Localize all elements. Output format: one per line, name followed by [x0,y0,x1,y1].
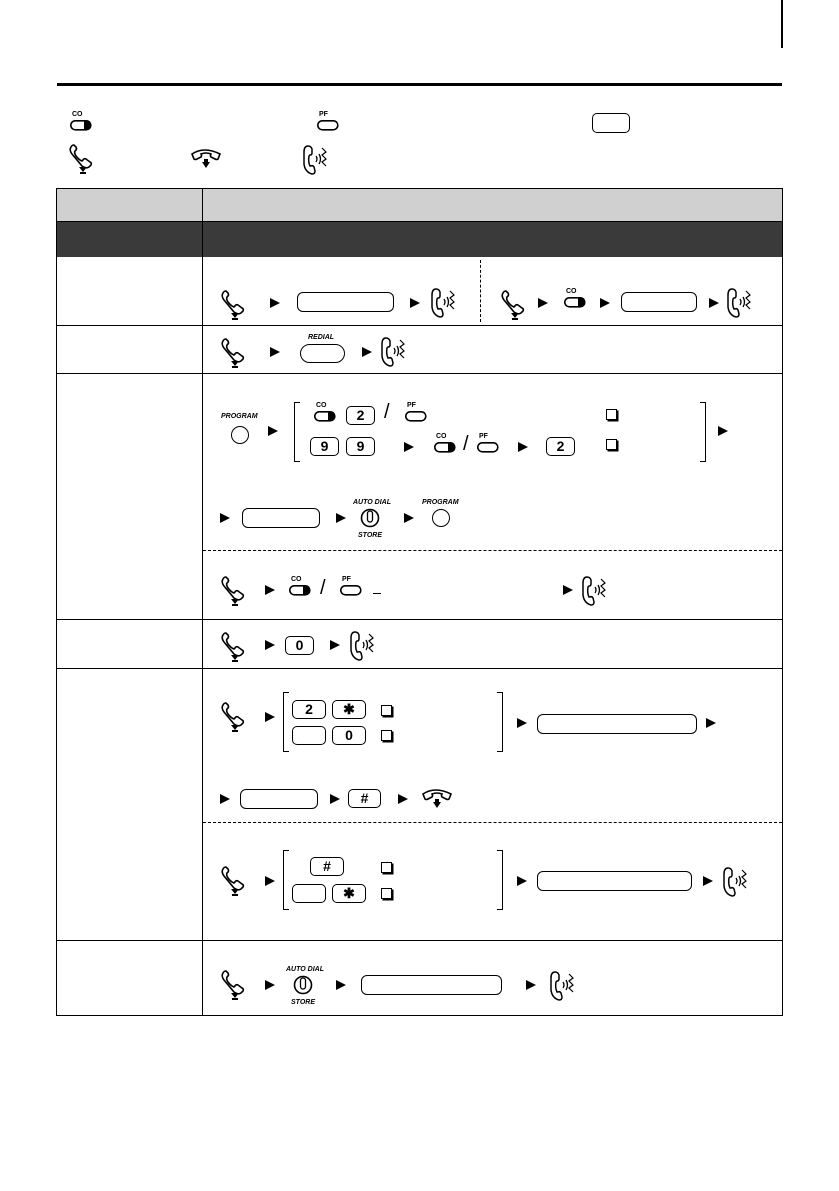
key-2: 2 [292,700,326,719]
key-blank [292,726,326,745]
co-label: CO [436,433,447,440]
checkbox-icon [606,409,617,420]
arrow-right-icon [330,640,341,651]
auto-dial-label: AUTO DIAL [286,966,324,973]
row-separator [57,619,782,620]
arrow-right-icon [706,718,717,729]
arrow-right-icon [718,426,729,437]
checkbox-icon [381,730,392,741]
arrow-right-icon [526,980,537,991]
arrow-right-icon [265,712,276,723]
dash-mark [373,593,381,594]
number-entry-box [361,975,502,995]
arrow-right-icon [538,298,549,309]
bracket-right [700,402,706,462]
co-label: CO [316,402,327,409]
key-0: 0 [285,636,314,655]
pf-button-icon [317,120,340,132]
arrow-right-icon [336,513,347,524]
key-star: ✱ [332,700,366,719]
table-section-row [57,222,782,257]
column-divider [202,189,203,1015]
key-blank [292,884,326,903]
talk-icon [349,630,377,662]
key-star: ✱ [332,884,366,903]
arrow-right-icon [398,794,409,805]
co-label: CO [291,576,302,583]
bracket-left [294,402,300,462]
pf-button-icon [340,585,363,597]
co-button-icon [289,585,312,597]
handset-offhook-icon [220,290,248,322]
arrow-right-icon [362,347,373,358]
legend-pf-label: PF [319,111,328,118]
arrow-right-icon [220,513,231,524]
bracket-right [497,850,503,910]
key-hash: # [348,789,381,808]
row-separator [57,325,782,326]
program-button [432,509,450,527]
program-label: PROGRAM [221,413,258,420]
key-9: 9 [346,437,375,456]
arrow-right-icon [265,876,276,887]
pf-button-icon [477,442,500,454]
header-rule [57,83,782,86]
talk-icon [430,287,458,319]
handset-offhook-icon [220,576,248,608]
number-entry-box [242,508,320,528]
key-hash: # [310,857,344,876]
arrow-right-icon [518,442,529,453]
checkbox-icon [381,862,392,873]
bracket-left [283,692,289,752]
redial-label: REDIAL [308,334,335,341]
handset-offhook-icon [220,866,248,898]
auto-dial-store-button [360,508,380,528]
store-label: STORE [291,999,315,1006]
co-label: CO [566,288,577,295]
number-entry-box [240,789,318,809]
arrow-right-icon [517,718,528,729]
row-separator [57,668,782,669]
checkbox-icon [606,439,617,450]
arrow-right-icon [270,347,281,358]
handset-onhook-icon [421,786,455,810]
co-button-icon [564,297,587,309]
or-slash: / [384,401,390,423]
legend-co-label: CO [72,111,83,118]
handset-offhook-icon [220,970,248,1002]
handset-offhook-icon [220,702,248,734]
arrow-right-icon [265,640,276,651]
number-entry-box [537,871,692,891]
table-frame [56,188,783,1016]
key-9: 9 [310,437,339,456]
arrow-right-icon [703,876,714,887]
checkbox-icon [381,888,392,899]
talk-icon [722,866,750,898]
redial-button [300,344,345,363]
option-divider [203,822,782,823]
key-2: 2 [346,406,375,425]
option-divider [203,550,782,551]
arrow-right-icon [265,980,276,991]
bracket-left [283,850,289,910]
handset-offhook-icon [500,290,528,322]
row-separator [57,373,782,374]
arrow-right-icon [220,794,231,805]
co-button-icon [314,411,337,423]
pf-label: PF [479,433,488,440]
arrow-right-icon [563,585,574,596]
key-0: 0 [332,726,366,745]
handset-offhook-icon [68,144,96,176]
talk-icon [549,970,577,1002]
talk-icon [302,144,330,176]
program-label: PROGRAM [422,499,459,506]
store-label: STORE [358,532,382,539]
talk-icon [581,575,609,607]
arrow-right-icon [709,298,720,309]
option-divider [480,260,481,322]
row-separator [57,940,782,941]
pf-label: PF [407,402,416,409]
handset-onhook-icon [190,146,224,170]
handset-offhook-icon [220,632,248,664]
arrow-right-icon [404,442,415,453]
arrow-right-icon [265,585,276,596]
or-slash: / [320,577,326,599]
corner-mark-right [781,0,783,48]
auto-dial-store-button [293,975,313,995]
or-slash: / [463,433,469,455]
arrow-right-icon [404,513,415,524]
co-button-icon [70,120,93,132]
checkbox-icon [381,705,392,716]
arrow-right-icon [268,426,279,437]
pf-label: PF [342,576,351,583]
co-button-icon [434,442,457,454]
table-header-row [57,189,782,222]
talk-icon [726,287,754,319]
key-2: 2 [546,437,575,456]
pf-button-icon [405,411,428,423]
arrow-right-icon [330,794,341,805]
arrow-right-icon [270,298,281,309]
number-entry-box [297,292,394,312]
auto-dial-label: AUTO DIAL [353,499,391,506]
arrow-right-icon [517,876,528,887]
number-entry-box [537,714,697,734]
bracket-right [497,692,503,752]
number-entry-box [621,292,697,312]
arrow-right-icon [336,980,347,991]
program-button [231,426,249,444]
arrow-right-icon [410,298,421,309]
talk-icon [380,336,408,368]
handset-offhook-icon [220,338,248,370]
arrow-right-icon [600,298,611,309]
blank-key-icon [592,113,630,133]
